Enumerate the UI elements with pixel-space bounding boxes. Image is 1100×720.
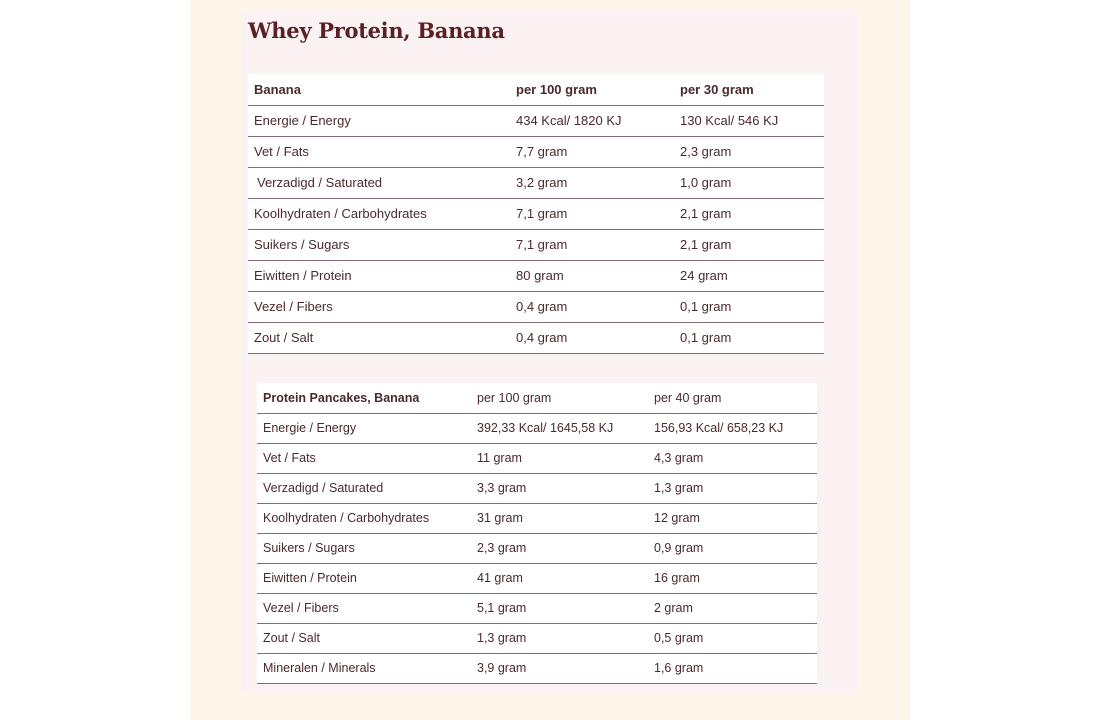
table-row [248,322,824,353]
value-per-100: 0,4 gram [510,322,674,353]
value-per-100: 7,7 gram [510,136,674,167]
nutrition-table-protein-pancakes [257,383,817,684]
value-per-100: 3,2 gram [510,167,674,198]
nutrient-label: Suikers / Sugars [248,229,510,260]
header-cell-per-serving [648,383,817,413]
value-per-100: 7,1 gram [510,198,674,229]
nutrient-label: Energie / Energy [248,105,510,136]
nutrient-label: Energie / Energy [257,413,471,443]
value-per-serving: 2,3 gram [674,136,824,167]
nutrient-label: Eiwitten / Protein [257,563,471,593]
value-per-serving: 1,6 gram [648,653,817,683]
nutrient-label: Verzadigd / Saturated [248,167,510,198]
table-row [257,443,817,473]
table-row [257,653,817,683]
header-per-100-label: per 100 gram [477,390,552,405]
nutrient-label: Mineralen / Minerals [257,653,471,683]
table-row [257,593,817,623]
value-per-100: 41 gram [471,563,648,593]
header-cell-product: Banana [248,74,510,105]
nutrition-table-whey-protein [248,74,824,354]
value-per-serving: 0,1 gram [674,322,824,353]
nutrient-label: Vet / Fats [257,443,471,473]
nutrient-label: Zout / Salt [248,322,510,353]
value-per-serving: 2,1 gram [674,198,824,229]
nutrient-label: Koolhydraten / Carbohydrates [248,198,510,229]
value-per-100: 434 Kcal/ 1820 KJ [510,105,674,136]
value-per-serving: 1,3 gram [648,473,817,503]
table-header-row [248,74,824,105]
table-row [257,413,817,443]
value-per-serving: 0,9 gram [648,533,817,563]
nutrient-label: Koolhydraten / Carbohydrates [257,503,471,533]
value-per-serving: 12 gram [648,503,817,533]
table-row [248,260,824,291]
value-per-100: 3,9 gram [471,653,648,683]
header-cell-per-100 [471,383,648,413]
nutrient-label: Verzadigd / Saturated [257,473,471,503]
value-per-serving: 4,3 gram [648,443,817,473]
value-per-100: 31 gram [471,503,648,533]
header-cell-per-serving: per 30 gram [674,74,824,105]
nutrient-label: Vezel / Fibers [257,593,471,623]
value-per-100: 392,33 Kcal/ 1645,58 KJ [471,413,648,443]
value-per-serving: 2 gram [648,593,817,623]
value-per-serving: 16 gram [648,563,817,593]
table-row [257,563,817,593]
table-row [248,198,824,229]
value-per-serving: 0,1 gram [674,291,824,322]
nutrient-label: Zout / Salt [257,623,471,653]
value-per-100: 2,3 gram [471,533,648,563]
table-row [257,623,817,653]
nutrient-label: Vezel / Fibers [248,291,510,322]
value-per-serving: 1,0 gram [674,167,824,198]
value-per-100: 5,1 gram [471,593,648,623]
header-cell-per-100: per 100 gram [510,74,674,105]
value-per-serving: 24 gram [674,260,824,291]
value-per-serving: 156,93 Kcal/ 658,23 KJ [648,413,817,443]
value-per-100: 11 gram [471,443,648,473]
table-row [248,229,824,260]
nutrient-label: Suikers / Sugars [257,533,471,563]
header-cell-product: Protein Pancakes, Banana [257,383,471,413]
table-row [248,136,824,167]
table-row [257,503,817,533]
value-per-100: 80 gram [510,260,674,291]
table-row [257,473,817,503]
value-per-serving: 130 Kcal/ 546 KJ [674,105,824,136]
value-per-serving: 2,1 gram [674,229,824,260]
table-row [248,291,824,322]
page-title: Whey Protein, Banana [248,18,505,43]
table-row [248,167,824,198]
value-per-serving: 0,5 gram [648,623,817,653]
value-per-100: 3,3 gram [471,473,648,503]
table-row [257,533,817,563]
table-header-row [257,383,817,413]
value-per-100: 1,3 gram [471,623,648,653]
nutrient-label: Eiwitten / Protein [248,260,510,291]
table-row [248,105,824,136]
value-per-100: 7,1 gram [510,229,674,260]
header-per-serving-label: per 40 gram [654,390,722,405]
value-per-100: 0,4 gram [510,291,674,322]
nutrient-label: Vet / Fats [248,136,510,167]
